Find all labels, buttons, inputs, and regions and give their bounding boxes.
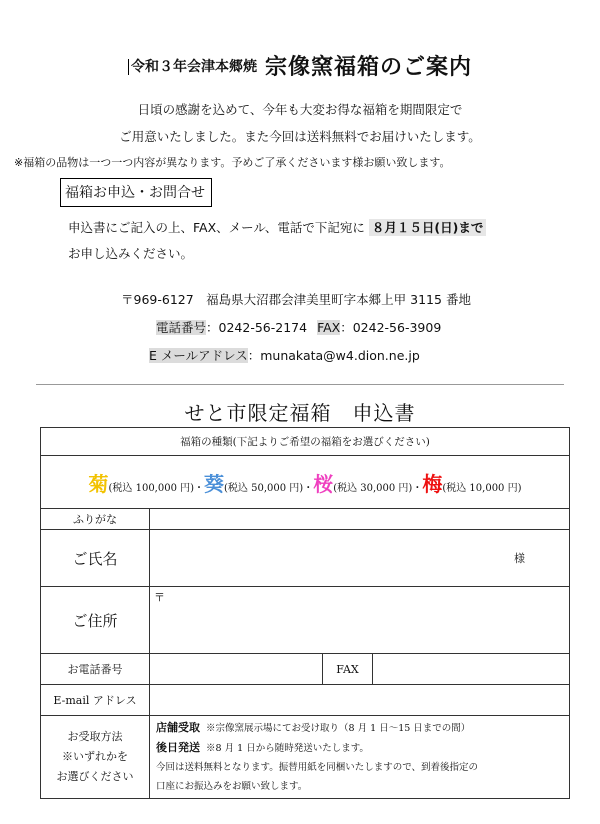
- apply-line-2: お申し込みください。: [68, 246, 194, 261]
- ume-flower-char: 梅: [422, 471, 443, 496]
- kiku-flower-char: 菊: [88, 471, 109, 496]
- shipping-note-1: 今回は送料無料となります。振替用紙を同梱いたしますので、到着後指定の: [156, 762, 479, 773]
- aoi-price: (税込 50,000 円): [224, 482, 304, 494]
- fax-label: FAX: [317, 320, 341, 335]
- kiku-price: (税込 100,000 円): [108, 482, 195, 494]
- option-separator: ・: [412, 482, 423, 494]
- fax-label-cell: FAX: [323, 654, 373, 685]
- furigana-label: ふりがな: [41, 509, 150, 530]
- ume-price: (税込 10,000 円): [442, 482, 522, 494]
- email-label: E メールアドレス: [149, 348, 248, 363]
- fax-field[interactable]: [373, 654, 570, 685]
- apply-box-label: 福箱お申込・お問合せ: [60, 178, 212, 207]
- phone-label: 電話番号: [156, 320, 207, 335]
- option-separator: ・: [303, 482, 314, 494]
- contact-address: 〒969-6127 福島県大沼郡会津美里町字本郷上甲 3115 番地: [121, 292, 471, 307]
- option-sakura[interactable]: [313, 471, 413, 496]
- fax-number: ：0242-56-3909: [340, 320, 442, 335]
- email-field[interactable]: [150, 685, 570, 716]
- option-aoi[interactable]: [204, 471, 304, 496]
- contact-email-line: [149, 346, 420, 364]
- sakura-price: (税込 30,000 円): [333, 482, 413, 494]
- phone-field[interactable]: [150, 654, 323, 685]
- later-shipping-note: ※8 月 1 日から随時発送いたします。: [206, 743, 369, 754]
- form-title: せと市限定福箱 申込書: [184, 401, 416, 425]
- receive-option-store[interactable]: [156, 718, 563, 738]
- application-form: [40, 427, 570, 799]
- email-label-cell: E-mail アドレス: [41, 685, 150, 716]
- apply-deadline: ８月１５日(日)まで: [369, 219, 486, 236]
- receive-label-2: ※いずれかを: [62, 750, 128, 763]
- receive-label-3: お選びください: [56, 770, 134, 783]
- apply-line-1: [68, 218, 486, 236]
- store-pickup-note: ※宗像窯展示場にてお受け取り（8 月 1 日～15 日までの間）: [206, 723, 471, 734]
- receive-option-ship[interactable]: [156, 738, 563, 758]
- address-label: ご住所: [41, 587, 150, 654]
- intro-note: ※福箱の品物は一つ一つ内容が異なります。予めご了承くださいます様お願い致します。: [14, 156, 451, 169]
- intro-line-1: 日頃の感謝を込めて、今年も大変お得な福箱を期間限定で: [137, 102, 463, 117]
- page-title: [0, 50, 600, 81]
- contact-phone-line: [156, 318, 441, 336]
- postal-mark: 〒: [154, 591, 165, 604]
- option-ume[interactable]: [422, 471, 522, 496]
- sakura-flower-char: 桜: [313, 471, 334, 496]
- receive-label-1: お受取方法: [67, 730, 123, 743]
- divider: [36, 384, 564, 385]
- aoi-flower-char: 葵: [204, 471, 225, 496]
- honorific-sama: 様: [514, 552, 526, 565]
- option-kiku[interactable]: [88, 471, 195, 496]
- later-shipping-title: 後日発送: [156, 741, 200, 754]
- name-label: ご氏名: [41, 530, 150, 587]
- name-field[interactable]: [150, 530, 570, 587]
- receive-method-label: [41, 716, 150, 799]
- phone-label-cell: お電話番号: [41, 654, 150, 685]
- shipping-note-2: 口座にお振込みをお願い致します。: [156, 781, 308, 792]
- intro-line-2: ご用意いたしました。また今回は送料無料でお届けいたします。: [119, 129, 481, 144]
- kind-header: 福箱の種類(下記よりご希望の福箱をお選びください): [41, 428, 570, 456]
- option-separator: ・: [194, 482, 205, 494]
- phone-number: ：0242-56-2174: [206, 320, 308, 335]
- title-prefix: 令和３年会津本郷焼: [128, 59, 257, 75]
- box-options: [41, 456, 570, 509]
- address-field[interactable]: [150, 587, 570, 654]
- email-address: ：munakata@w4.dion.ne.jp: [247, 348, 420, 363]
- receive-options: [150, 716, 570, 799]
- apply-line-1-text: 申込書にご記入の上、FAX、メール、電話で下記宛に: [68, 220, 365, 235]
- title-main: 宗像窯福箱のご案内: [264, 55, 472, 80]
- store-pickup-title: 店舗受取: [156, 721, 200, 734]
- furigana-field[interactable]: [150, 509, 570, 530]
